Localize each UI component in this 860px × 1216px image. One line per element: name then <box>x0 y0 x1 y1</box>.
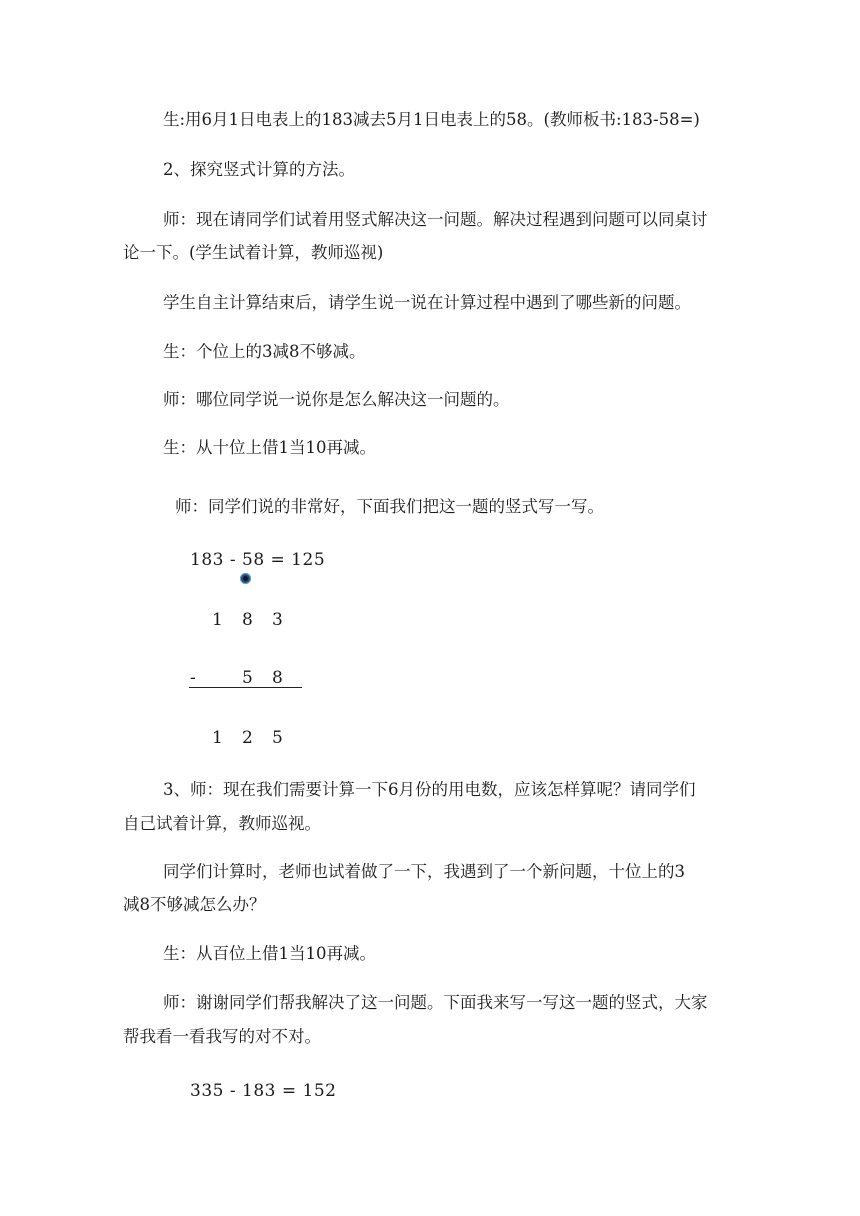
paragraph-teacher-problem-a: 同学们计算时，老师也试着做了一下，我遇到了一个新问题，十位上的3 <box>163 862 685 881</box>
paragraph-teacher-1a: 师：现在请同学们试着用竖式解决这一问题。解决过程遇到问题可以同桌讨 <box>163 210 708 229</box>
marker-dot-icon <box>240 573 251 584</box>
paragraph-section-3b: 自己试着计算，教师巡视。 <box>123 814 321 833</box>
paragraph-student-ones: 生：个位上的3减8不够减。 <box>163 342 366 361</box>
vertical-row2-tens: 5 <box>242 668 253 688</box>
equation-second: 335 - 183 = 152 <box>190 1081 337 1101</box>
vertical-row1-hundreds: 1 <box>212 610 223 630</box>
paragraph-teacher-thanks-a: 师：谢谢同学们帮我解决了这一问题。下面我来写一写这一题的竖式，大家 <box>163 993 708 1012</box>
paragraph-teacher-problem-b: 减8不够减怎么办？ <box>123 895 266 914</box>
vertical-row1-ones: 3 <box>272 610 283 630</box>
vertical-row2-ones: 8 <box>272 668 283 688</box>
paragraph-student-borrow-hundreds: 生：从百位上借1当10再减。 <box>163 944 376 963</box>
paragraph-teacher-thanks-b: 帮我看一看我写的对不对。 <box>123 1027 321 1046</box>
vertical-underline <box>189 687 302 688</box>
paragraph-student-answer: 生:用6月1日电表上的183减去5月1日电表上的58。(教师板书:183-58=) <box>163 110 700 129</box>
paragraph-section-3a: 3、师：现在我们需要计算一下6月份的用电数，应该怎样算呢？请同学们 <box>163 780 696 799</box>
paragraph-teacher-write: 师：同学们说的非常好，下面我们把这一题的竖式写一写。 <box>175 497 604 516</box>
paragraph-students-finish: 学生自主计算结束后，请学生说一说在计算过程中遇到了哪些新的问题。 <box>163 293 691 312</box>
vertical-row3-ones: 5 <box>272 728 283 748</box>
paragraph-section-2: 2、探究竖式计算的方法。 <box>163 160 355 179</box>
paragraph-teacher-ask: 师：哪位同学说一说你是怎么解决这一问题的。 <box>163 390 510 409</box>
vertical-row3-tens: 2 <box>242 728 253 748</box>
vertical-minus-sign: - <box>190 668 196 688</box>
paragraph-teacher-1b: 论一下。(学生试着计算，教师巡视) <box>123 243 384 262</box>
vertical-row3-hundreds: 1 <box>212 728 223 748</box>
vertical-row1-tens: 8 <box>242 610 253 630</box>
paragraph-student-borrow-tens: 生：从十位上借1当10再减。 <box>163 438 376 457</box>
equation-first: 183 - 58 = 125 <box>190 550 326 570</box>
